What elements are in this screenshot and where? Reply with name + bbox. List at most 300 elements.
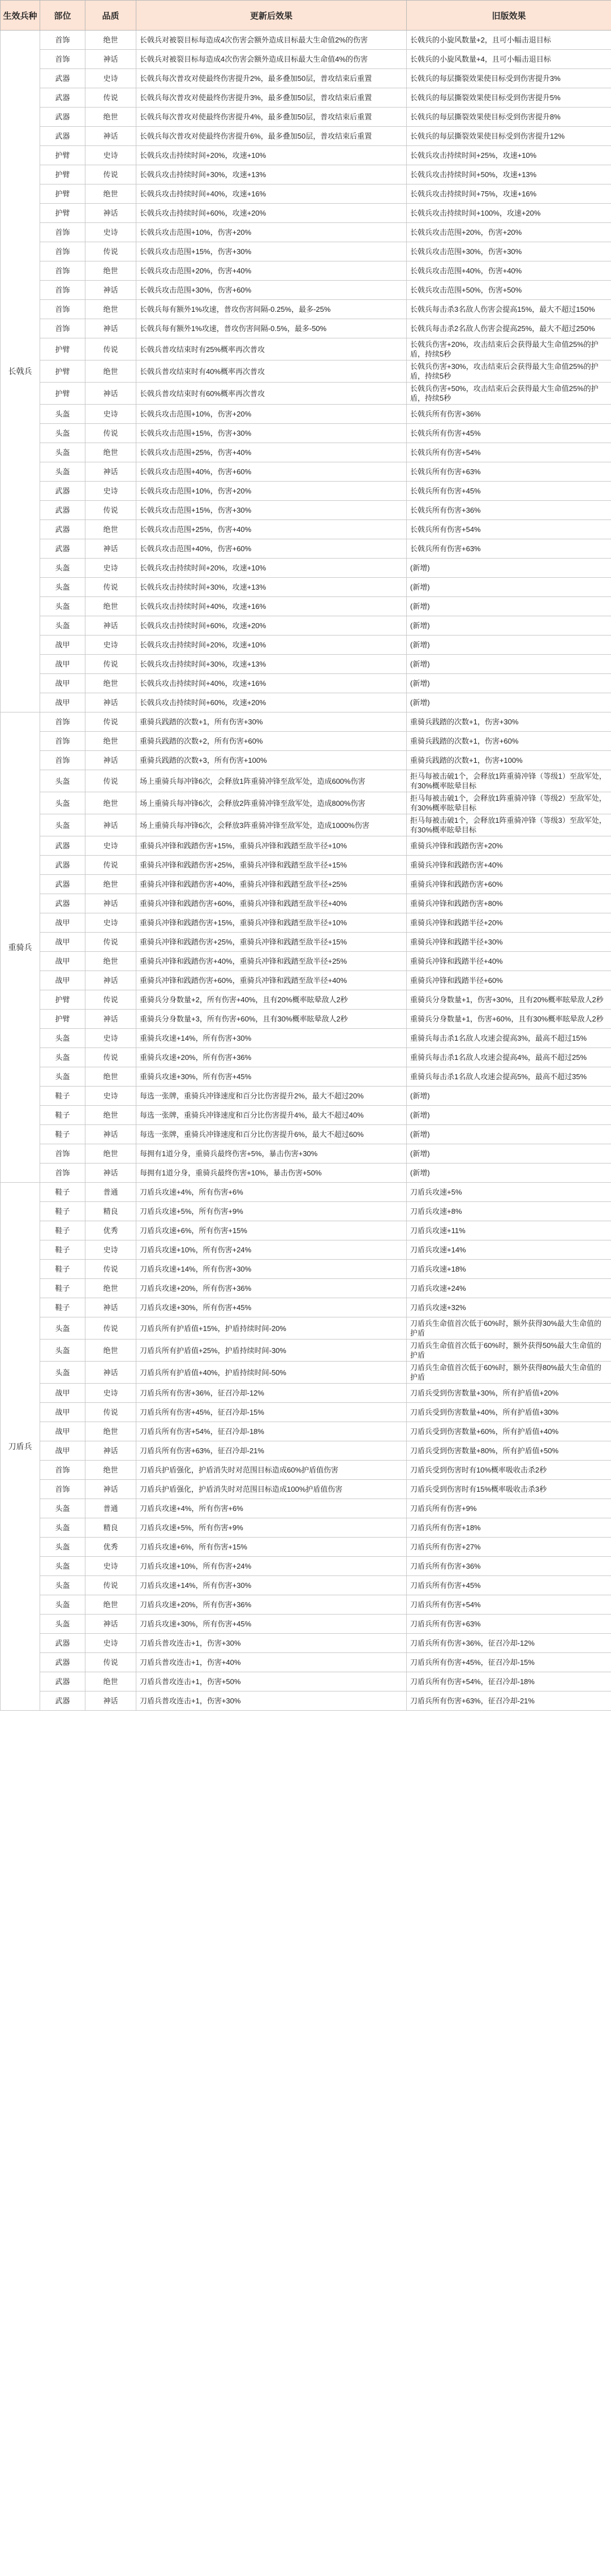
- after-effect-cell: 长戟兵攻击持续时间+60%，攻速+20%: [136, 204, 407, 223]
- quality-cell: 普通: [85, 1499, 136, 1518]
- part-cell: 头盔: [40, 1317, 85, 1339]
- after-effect-cell: 刀盾兵攻速+10%，所有伤害+24%: [136, 1240, 407, 1260]
- after-effect-cell: 刀盾兵普攻连击+1，伤害+50%: [136, 1672, 407, 1691]
- part-cell: 头盔: [40, 424, 85, 443]
- part-cell: 头盔: [40, 1048, 85, 1067]
- part-cell: 武器: [40, 894, 85, 913]
- after-effect-cell: 长戟兵攻击持续时间+40%，攻速+16%: [136, 184, 407, 204]
- after-effect-cell: 刀盾兵攻速+14%，所有伤害+30%: [136, 1576, 407, 1595]
- after-effect-cell: 重骑兵分身数量+2，所有伤害+40%，且有20%概率眩晕敌人2秒: [136, 990, 407, 1010]
- quality-cell: 神话: [85, 1362, 136, 1384]
- before-effect-cell: 重骑兵践踏的次数+1，伤害+100%: [407, 751, 611, 770]
- after-effect-cell: 重骑兵攻速+20%，所有伤害+36%: [136, 1048, 407, 1067]
- after-effect-cell: 长戟兵攻击持续时间+20%，攻速+10%: [136, 559, 407, 578]
- after-effect-cell: 长戟兵攻击范围+40%，伤害+60%: [136, 539, 407, 559]
- table-row: [1, 674, 611, 693]
- before-effect-cell: 拒马每被击破1个，会释放1阵重骑冲锋（等级1）至敌军处，有30%概率眩晕目标: [407, 770, 611, 792]
- part-cell: 战甲: [40, 693, 85, 712]
- part-cell: 护臂: [40, 990, 85, 1010]
- after-effect-cell: 刀盾兵攻速+30%，所有伤害+45%: [136, 1298, 407, 1317]
- quality-cell: 史诗: [85, 836, 136, 856]
- before-effect-cell: 长戟兵所有伤害+63%: [407, 539, 611, 559]
- before-effect-cell: 重骑兵冲锋和践踏伤害+80%: [407, 894, 611, 913]
- part-cell: 战甲: [40, 971, 85, 990]
- table-row: [1, 1441, 611, 1461]
- before-effect-cell: (新增): [407, 578, 611, 597]
- quality-cell: 绝世: [85, 1422, 136, 1441]
- part-cell: 战甲: [40, 952, 85, 971]
- after-effect-cell: 重骑兵冲锋和践踏伤害+25%，重骑兵冲锋和践踏至敌半径+15%: [136, 933, 407, 952]
- part-cell: 战甲: [40, 1403, 85, 1422]
- part-cell: 战甲: [40, 1422, 85, 1441]
- table-row: [1, 204, 611, 223]
- part-cell: 首饰: [40, 281, 85, 300]
- quality-cell: 神话: [85, 319, 136, 338]
- table-row: [1, 1317, 611, 1339]
- quality-cell: 传说: [85, 1260, 136, 1279]
- before-effect-cell: 长戟兵攻击持续时间+100%，攻速+20%: [407, 204, 611, 223]
- part-cell: 护臂: [40, 1010, 85, 1029]
- table-row: [1, 1240, 611, 1260]
- quality-cell: 传说: [85, 242, 136, 261]
- after-effect-cell: 长戟兵攻击范围+10%，伤害+20%: [136, 223, 407, 242]
- after-effect-cell: 长戟兵普攻结束时有40%概率再次普攻: [136, 360, 407, 383]
- before-effect-cell: 长戟兵所有伤害+63%: [407, 462, 611, 482]
- part-cell: 鞋子: [40, 1202, 85, 1221]
- table-row: [1, 405, 611, 424]
- before-effect-cell: 刀盾兵攻速+8%: [407, 1202, 611, 1221]
- after-effect-cell: 刀盾兵攻速+4%，所有伤害+6%: [136, 1499, 407, 1518]
- table-row: [1, 712, 611, 732]
- after-effect-cell: 刀盾兵攻速+6%，所有伤害+15%: [136, 1538, 407, 1557]
- quality-cell: 神话: [85, 1164, 136, 1183]
- part-cell: 护臂: [40, 204, 85, 223]
- table-row: [1, 952, 611, 971]
- part-cell: 武器: [40, 88, 85, 108]
- after-effect-cell: 长戟兵攻击持续时间+30%，攻速+13%: [136, 578, 407, 597]
- before-effect-cell: 刀盾兵所有伤害+18%: [407, 1518, 611, 1538]
- header-part: 部位: [40, 1, 85, 31]
- part-cell: 战甲: [40, 636, 85, 655]
- part-cell: 战甲: [40, 674, 85, 693]
- before-effect-cell: 长戟兵攻击范围+40%，伤害+40%: [407, 261, 611, 281]
- before-effect-cell: 刀盾兵攻速+5%: [407, 1183, 611, 1202]
- table-row: [1, 69, 611, 88]
- before-effect-cell: (新增): [407, 597, 611, 616]
- after-effect-cell: 刀盾兵普攻连击+1，伤害+30%: [136, 1691, 407, 1711]
- after-effect-cell: 刀盾兵护盾强化，护盾消失时对范围目标造成100%护盾值伤害: [136, 1480, 407, 1499]
- quality-cell: 神话: [85, 1125, 136, 1144]
- quality-cell: 绝世: [85, 520, 136, 539]
- table-row: [1, 894, 611, 913]
- part-cell: 武器: [40, 856, 85, 875]
- part-cell: 首饰: [40, 319, 85, 338]
- quality-cell: 神话: [85, 1010, 136, 1029]
- after-effect-cell: 长戟兵攻击持续时间+20%，攻速+10%: [136, 146, 407, 165]
- quality-cell: 神话: [85, 539, 136, 559]
- quality-cell: 史诗: [85, 1384, 136, 1403]
- table-row: [1, 1144, 611, 1164]
- after-effect-cell: 长戟兵攻击持续时间+30%，攻速+13%: [136, 655, 407, 674]
- after-effect-cell: 场上重骑兵每冲锋6次，会释放3阵重骑冲锋至敌军处，造成1000%伤害: [136, 814, 407, 836]
- part-cell: 鞋子: [40, 1087, 85, 1106]
- table-row: [1, 50, 611, 69]
- after-effect-cell: 长戟兵攻击范围+15%，伤害+30%: [136, 242, 407, 261]
- table-row: [1, 770, 611, 792]
- after-effect-cell: 刀盾兵所有伤害+36%，征召冷却-12%: [136, 1384, 407, 1403]
- table-row: [1, 300, 611, 319]
- table-row: [1, 281, 611, 300]
- before-effect-cell: 刀盾兵攻速+24%: [407, 1279, 611, 1298]
- quality-cell: 精良: [85, 1202, 136, 1221]
- table-body: [1, 31, 611, 1711]
- quality-cell: 神话: [85, 204, 136, 223]
- before-effect-cell: 长戟兵所有伤害+36%: [407, 405, 611, 424]
- part-cell: 鞋子: [40, 1298, 85, 1317]
- before-effect-cell: 刀盾兵受到伤害数量+40%，所有护盾值+30%: [407, 1403, 611, 1422]
- table-row: [1, 1653, 611, 1672]
- quality-cell: 神话: [85, 1441, 136, 1461]
- before-effect-cell: 刀盾兵攻速+11%: [407, 1221, 611, 1240]
- table-row: [1, 1538, 611, 1557]
- after-effect-cell: 长戟兵普攻结束时有60%概率再次普攻: [136, 383, 407, 405]
- after-effect-cell: 刀盾兵攻速+10%，所有伤害+24%: [136, 1557, 407, 1576]
- table-row: [1, 1260, 611, 1279]
- before-effect-cell: 刀盾兵所有伤害+36%，征召冷却-12%: [407, 1634, 611, 1653]
- quality-cell: 神话: [85, 971, 136, 990]
- after-effect-cell: 重骑兵践踏的次数+1，所有伤害+30%: [136, 712, 407, 732]
- quality-cell: 绝世: [85, 597, 136, 616]
- before-effect-cell: 长戟兵的每层撕裂效果使目标受到伤害提升12%: [407, 127, 611, 146]
- quality-cell: 史诗: [85, 1634, 136, 1653]
- quality-cell: 绝世: [85, 1595, 136, 1615]
- before-effect-cell: 重骑兵分身数量+1，伤害+30%，且有20%概率眩晕敌人2秒: [407, 990, 611, 1010]
- part-cell: 头盔: [40, 1557, 85, 1576]
- after-effect-cell: 长戟兵攻击持续时间+40%，攻速+16%: [136, 674, 407, 693]
- table-row: [1, 184, 611, 204]
- after-effect-cell: 长戟兵每有额外1%攻速，普攻伤害间隔-0.25%，最多-25%: [136, 300, 407, 319]
- table-row: [1, 1615, 611, 1634]
- part-cell: 头盔: [40, 1499, 85, 1518]
- part-cell: 武器: [40, 501, 85, 520]
- table-row: [1, 792, 611, 814]
- quality-cell: 史诗: [85, 1557, 136, 1576]
- after-effect-cell: 重骑兵冲锋和践踏伤害+60%，重骑兵冲锋和践踏至敌半径+40%: [136, 971, 407, 990]
- quality-cell: 优秀: [85, 1221, 136, 1240]
- table-row: [1, 443, 611, 462]
- after-effect-cell: 长戟兵对被裂目标每造成4次伤害会额外造成目标最大生命值2%的伤害: [136, 31, 407, 50]
- before-effect-cell: 长戟兵所有伤害+45%: [407, 424, 611, 443]
- table-row: [1, 1461, 611, 1480]
- quality-cell: 史诗: [85, 1240, 136, 1260]
- before-effect-cell: 重骑兵践踏的次数+1，伤害+30%: [407, 712, 611, 732]
- after-effect-cell: 每选一张牌，重骑兵冲锋速度和百分比伤害提升6%，最大不超过60%: [136, 1125, 407, 1144]
- table-row: [1, 1403, 611, 1422]
- quality-cell: 绝世: [85, 360, 136, 383]
- category-cell: 刀盾兵: [1, 1183, 40, 1711]
- part-cell: 头盔: [40, 559, 85, 578]
- before-effect-cell: 重骑兵每击杀1名敌人攻速会提高3%，最高不超过15%: [407, 1029, 611, 1048]
- quality-cell: 史诗: [85, 223, 136, 242]
- before-effect-cell: (新增): [407, 674, 611, 693]
- part-cell: 首饰: [40, 261, 85, 281]
- quality-cell: 史诗: [85, 405, 136, 424]
- quality-cell: 优秀: [85, 1538, 136, 1557]
- table-row: [1, 1691, 611, 1711]
- after-effect-cell: 刀盾兵攻速+6%，所有伤害+15%: [136, 1221, 407, 1240]
- after-effect-cell: 长戟兵每次普攻对使最终伤害提升2%，最多叠加50层，普攻结束后重置: [136, 69, 407, 88]
- part-cell: 战甲: [40, 1441, 85, 1461]
- after-effect-cell: 重骑兵攻速+30%，所有伤害+45%: [136, 1067, 407, 1087]
- after-effect-cell: 长戟兵攻击持续时间+60%，攻速+20%: [136, 693, 407, 712]
- before-effect-cell: 刀盾兵所有伤害+54%: [407, 1595, 611, 1615]
- table-row: [1, 875, 611, 894]
- table-row: [1, 1202, 611, 1221]
- table-row: [1, 1183, 611, 1202]
- quality-cell: 传说: [85, 856, 136, 875]
- after-effect-cell: 重骑兵践踏的次数+2，所有伤害+60%: [136, 732, 407, 751]
- after-effect-cell: 重骑兵冲锋和践踏伤害+15%，重骑兵冲锋和践踏至敌半径+10%: [136, 913, 407, 933]
- quality-cell: 传说: [85, 1403, 136, 1422]
- part-cell: 头盔: [40, 1518, 85, 1538]
- after-effect-cell: 刀盾兵普攻连击+1，伤害+40%: [136, 1653, 407, 1672]
- before-effect-cell: 长戟兵伤害+20%，攻击结束后会获得最大生命值25%的护盾，持续5秒: [407, 338, 611, 360]
- part-cell: 鞋子: [40, 1221, 85, 1240]
- after-effect-cell: 刀盾兵攻速+5%，所有伤害+9%: [136, 1518, 407, 1538]
- table-row: [1, 616, 611, 636]
- after-effect-cell: 场上重骑兵每冲锋6次，会释放2阵重骑冲锋至敌军处，造成800%伤害: [136, 792, 407, 814]
- table-row: [1, 146, 611, 165]
- after-effect-cell: 重骑兵攻速+14%，所有伤害+30%: [136, 1029, 407, 1048]
- after-effect-cell: 刀盾兵所有伤害+54%，征召冷却-18%: [136, 1422, 407, 1441]
- after-effect-cell: 长戟兵攻击范围+20%，伤害+40%: [136, 261, 407, 281]
- part-cell: 头盔: [40, 1538, 85, 1557]
- header-before: 旧版效果: [407, 1, 611, 31]
- quality-cell: 传说: [85, 990, 136, 1010]
- quality-cell: 绝世: [85, 674, 136, 693]
- table-row: [1, 1087, 611, 1106]
- table-row: [1, 693, 611, 712]
- quality-cell: 神话: [85, 383, 136, 405]
- table-row: [1, 1672, 611, 1691]
- quality-cell: 传说: [85, 655, 136, 674]
- part-cell: 头盔: [40, 770, 85, 792]
- before-effect-cell: 刀盾兵所有伤害+63%: [407, 1615, 611, 1634]
- before-effect-cell: 刀盾兵所有伤害+45%，征召冷却-15%: [407, 1653, 611, 1672]
- part-cell: 头盔: [40, 792, 85, 814]
- part-cell: 武器: [40, 875, 85, 894]
- after-effect-cell: 长戟兵普攻结束时有25%概率再次普攻: [136, 338, 407, 360]
- after-effect-cell: 长戟兵攻击持续时间+40%，攻速+16%: [136, 597, 407, 616]
- before-effect-cell: 重骑兵冲锋和践踏半径+60%: [407, 971, 611, 990]
- quality-cell: 精良: [85, 1518, 136, 1538]
- before-effect-cell: (新增): [407, 1144, 611, 1164]
- part-cell: 首饰: [40, 1480, 85, 1499]
- quality-cell: 绝世: [85, 1461, 136, 1480]
- before-effect-cell: 长戟兵攻击持续时间+25%，攻速+10%: [407, 146, 611, 165]
- table-row: [1, 933, 611, 952]
- quality-cell: 绝世: [85, 1279, 136, 1298]
- before-effect-cell: 刀盾兵所有伤害+63%，征召冷却-21%: [407, 1691, 611, 1711]
- part-cell: 头盔: [40, 1615, 85, 1634]
- before-effect-cell: 刀盾兵受到伤害数量+80%，所有护盾值+50%: [407, 1441, 611, 1461]
- after-effect-cell: 长戟兵攻击范围+10%，伤害+20%: [136, 482, 407, 501]
- table-row: [1, 520, 611, 539]
- part-cell: 护臂: [40, 165, 85, 184]
- table-row: [1, 913, 611, 933]
- table-row: [1, 1362, 611, 1384]
- part-cell: 头盔: [40, 405, 85, 424]
- table-row: [1, 383, 611, 405]
- before-effect-cell: (新增): [407, 1106, 611, 1125]
- before-effect-cell: 刀盾兵所有伤害+36%: [407, 1557, 611, 1576]
- quality-cell: 神话: [85, 462, 136, 482]
- part-cell: 首饰: [40, 242, 85, 261]
- table-row: [1, 1125, 611, 1144]
- quality-cell: 绝世: [85, 1144, 136, 1164]
- after-effect-cell: 刀盾兵攻速+30%，所有伤害+45%: [136, 1615, 407, 1634]
- table-row: [1, 578, 611, 597]
- quality-cell: 神话: [85, 616, 136, 636]
- table-row: [1, 1010, 611, 1029]
- table-row: [1, 814, 611, 836]
- before-effect-cell: 刀盾兵受到伤害时有15%概率吸收击杀3秒: [407, 1480, 611, 1499]
- part-cell: 首饰: [40, 712, 85, 732]
- quality-cell: 史诗: [85, 482, 136, 501]
- quality-cell: 史诗: [85, 559, 136, 578]
- part-cell: 头盔: [40, 443, 85, 462]
- after-effect-cell: 每选一张牌，重骑兵冲锋速度和百分比伤害提升4%，最大不超过40%: [136, 1106, 407, 1125]
- after-effect-cell: 重骑兵冲锋和践踏伤害+40%，重骑兵冲锋和践踏至敌半径+25%: [136, 875, 407, 894]
- table-row: [1, 424, 611, 443]
- before-effect-cell: 刀盾兵受到伤害时有10%概率吸收击杀2秒: [407, 1461, 611, 1480]
- quality-cell: 神话: [85, 127, 136, 146]
- quality-cell: 传说: [85, 933, 136, 952]
- before-effect-cell: 刀盾兵攻速+14%: [407, 1240, 611, 1260]
- quality-cell: 绝世: [85, 792, 136, 814]
- category-cell: 重骑兵: [1, 712, 40, 1183]
- before-effect-cell: 拒马每被击破1个，会释放1阵重骑冲锋（等级2）至敌军处，有30%概率眩晕目标: [407, 792, 611, 814]
- quality-cell: 史诗: [85, 146, 136, 165]
- quality-cell: 传说: [85, 501, 136, 520]
- table-row: [1, 261, 611, 281]
- table-row: [1, 108, 611, 127]
- quality-cell: 绝世: [85, 184, 136, 204]
- table-row: [1, 1576, 611, 1595]
- before-effect-cell: 长戟兵每击杀2名敌人伤害会提高25%，最大不超过250%: [407, 319, 611, 338]
- quality-cell: 传说: [85, 88, 136, 108]
- before-effect-cell: 长戟兵所有伤害+45%: [407, 482, 611, 501]
- table-row: [1, 597, 611, 616]
- quality-cell: 绝世: [85, 1106, 136, 1125]
- table-row: [1, 1422, 611, 1441]
- table-row: [1, 856, 611, 875]
- table-row: [1, 559, 611, 578]
- part-cell: 武器: [40, 836, 85, 856]
- part-cell: 战甲: [40, 1384, 85, 1403]
- part-cell: 鞋子: [40, 1183, 85, 1202]
- before-effect-cell: 刀盾兵生命值首次低于60%时，额外获得30%最大生命值的护盾: [407, 1317, 611, 1339]
- part-cell: 首饰: [40, 1144, 85, 1164]
- after-effect-cell: 刀盾兵所有护盾值+25%，护盾持续时间-30%: [136, 1339, 407, 1362]
- after-effect-cell: 长戟兵攻击范围+10%，伤害+20%: [136, 405, 407, 424]
- table-row: [1, 990, 611, 1010]
- table-row: [1, 1595, 611, 1615]
- after-effect-cell: 刀盾兵攻速+20%，所有伤害+36%: [136, 1279, 407, 1298]
- before-effect-cell: 长戟兵的小旋风数量+2，且可小幅击退目标: [407, 31, 611, 50]
- table-row: [1, 482, 611, 501]
- before-effect-cell: 长戟兵攻击范围+30%，伤害+30%: [407, 242, 611, 261]
- before-effect-cell: 重骑兵践踏的次数+1，伤害+60%: [407, 732, 611, 751]
- table-row: [1, 1029, 611, 1048]
- table-row: [1, 462, 611, 482]
- table-row: [1, 1067, 611, 1087]
- before-effect-cell: 拒马每被击破1个，会释放1阵重骑冲锋（等级3）至敌军处，有30%概率眩晕目标: [407, 814, 611, 836]
- before-effect-cell: 重骑兵冲锋和践踏半径+40%: [407, 952, 611, 971]
- quality-cell: 绝世: [85, 261, 136, 281]
- after-effect-cell: 长戟兵攻击范围+30%，伤害+60%: [136, 281, 407, 300]
- part-cell: 武器: [40, 1634, 85, 1653]
- before-effect-cell: (新增): [407, 693, 611, 712]
- quality-cell: 史诗: [85, 913, 136, 933]
- part-cell: 头盔: [40, 616, 85, 636]
- quality-cell: 绝世: [85, 31, 136, 50]
- part-cell: 护臂: [40, 338, 85, 360]
- before-effect-cell: (新增): [407, 559, 611, 578]
- table-row: [1, 1164, 611, 1183]
- before-effect-cell: 刀盾兵受到伤害数量+60%，所有护盾值+40%: [407, 1422, 611, 1441]
- quality-cell: 神话: [85, 281, 136, 300]
- part-cell: 护臂: [40, 360, 85, 383]
- table-row: [1, 1634, 611, 1653]
- after-effect-cell: 长戟兵攻击持续时间+60%，攻速+20%: [136, 616, 407, 636]
- table-row: [1, 1048, 611, 1067]
- after-effect-cell: 重骑兵冲锋和践踏伤害+60%，重骑兵冲锋和践踏至敌半径+40%: [136, 894, 407, 913]
- quality-cell: 绝世: [85, 300, 136, 319]
- table-row: [1, 751, 611, 770]
- after-effect-cell: 长戟兵每次普攻对使最终伤害提升6%，最多叠加50层，普攻结束后重置: [136, 127, 407, 146]
- table-row: [1, 836, 611, 856]
- before-effect-cell: 重骑兵冲锋和践踏伤害+40%: [407, 856, 611, 875]
- part-cell: 首饰: [40, 300, 85, 319]
- after-effect-cell: 长戟兵攻击持续时间+30%，攻速+13%: [136, 165, 407, 184]
- before-effect-cell: 刀盾兵受到伤害数量+30%，所有护盾值+20%: [407, 1384, 611, 1403]
- before-effect-cell: 刀盾兵生命值首次低于60%时，额外获得80%最大生命值的护盾: [407, 1362, 611, 1384]
- part-cell: 首饰: [40, 223, 85, 242]
- quality-cell: 神话: [85, 751, 136, 770]
- table-row: [1, 971, 611, 990]
- before-effect-cell: 刀盾兵所有伤害+9%: [407, 1499, 611, 1518]
- after-effect-cell: 每拥有1道分身，重骑兵最终伤害+5%，暴击伤害+30%: [136, 1144, 407, 1164]
- part-cell: 武器: [40, 1653, 85, 1672]
- after-effect-cell: 刀盾兵所有伤害+45%，征召冷却-15%: [136, 1403, 407, 1422]
- quality-cell: 绝世: [85, 108, 136, 127]
- after-effect-cell: 刀盾兵攻速+4%，所有伤害+6%: [136, 1183, 407, 1202]
- part-cell: 鞋子: [40, 1125, 85, 1144]
- quality-cell: 神话: [85, 693, 136, 712]
- quality-cell: 神话: [85, 1480, 136, 1499]
- quality-cell: 传说: [85, 770, 136, 792]
- table-row: [1, 1480, 611, 1499]
- before-effect-cell: 长戟兵所有伤害+54%: [407, 520, 611, 539]
- part-cell: 鞋子: [40, 1106, 85, 1125]
- after-effect-cell: 长戟兵攻击范围+40%，伤害+60%: [136, 462, 407, 482]
- part-cell: 武器: [40, 108, 85, 127]
- before-effect-cell: 重骑兵每击杀1名敌人攻速会提高4%，最高不超过25%: [407, 1048, 611, 1067]
- quality-cell: 传说: [85, 712, 136, 732]
- before-effect-cell: 长戟兵攻击持续时间+75%，攻速+16%: [407, 184, 611, 204]
- before-effect-cell: 刀盾兵生命值首次低于60%时，额外获得50%最大生命值的护盾: [407, 1339, 611, 1362]
